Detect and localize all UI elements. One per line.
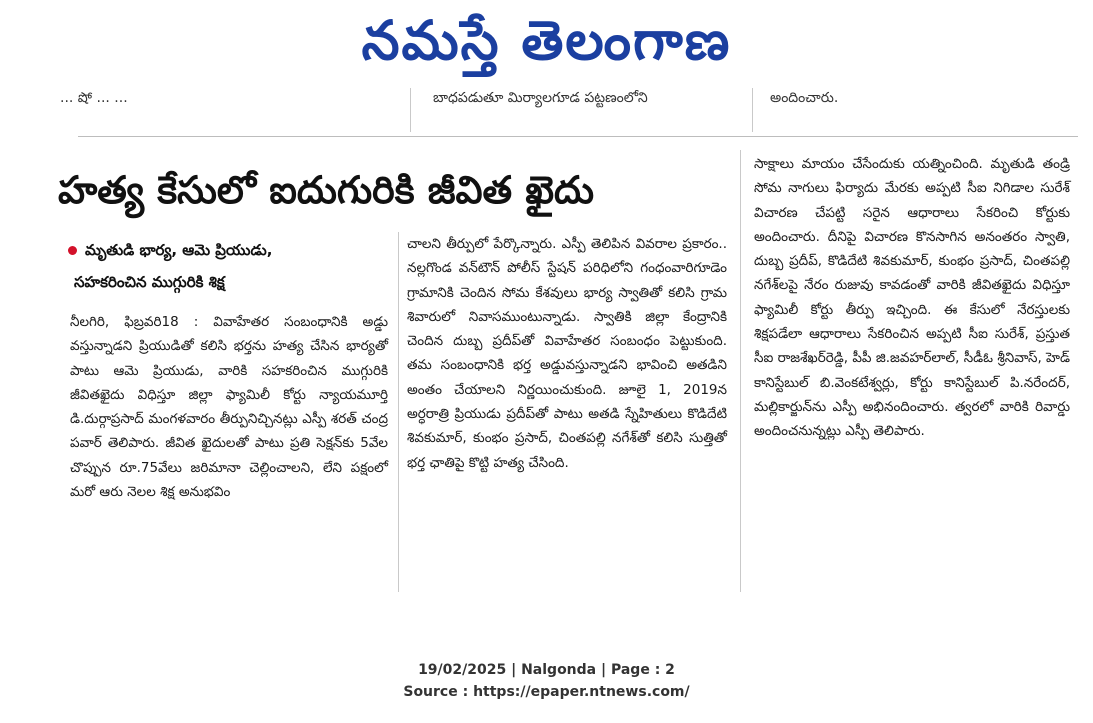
subhead-line-2: సహకరించిన ముగ్గురికి శిక్ష bbox=[74, 273, 225, 291]
article-column-2-text: చాలని తీర్పులో పేర్కొన్నారు. ఎస్పీ తెలిపిన వివరాల ప్రకారం.. నల్లగొండ వన్‌టౌన్ పోలీస్ స్టేషన్ పరిధిలోని గంధంవారిగూడెం గ్రామానికి చెందిన సోమ కేశవులు భార్య స్వాతితో కలిసి గ్రామ శివారులో నివాసముంటున్నాడు. స్వాతికి జిల్లా కేంద్రానికి చెందిన దుబ్బ ప్రదీప్‌తో వివాహేతర సంబంధం పెట్టుకుంది. తమ సంబంధానికి భర్త అడ్డువస్తున్నాడని భావించి అతడిని అంతం చేయాలని నిర్ణయించుకుంది. జూలై 1, 2019న అర్ధరాత్రి ప్రియుడు ప్రదీప్‌తో పాటు అతడి స్నేహితులు కొడిదేటి శివకుమార్, కుంభం ప్రసాద్, చింతపల్లి నగేశ్‌తో కలిసి సుత్తితో భర్త ఛాతిపై కొట్టి హత్య చేసింది. bbox=[407, 236, 727, 471]
clipped-text-top-right: అందించారు. bbox=[770, 90, 839, 106]
article-column-1 bbox=[70, 310, 388, 504]
article-column-3 bbox=[754, 152, 1070, 444]
article-headline: హత్య కేసులో ఐదుగురికి జీవిత ఖైదు bbox=[58, 168, 595, 212]
subhead-line-1 bbox=[68, 234, 398, 266]
footer-date-edition: 19/02/2025 | Nalgonda | Page : 2 bbox=[418, 662, 675, 678]
subhead-line-1-text: మృతుడి భార్య, ఆమె ప్రియుడు, bbox=[85, 241, 273, 259]
clipped-text-top-middle: బాధపడుతూ మిర్యాలగూడ పట్టణంలోని bbox=[433, 90, 648, 106]
column-divider-2 bbox=[740, 150, 741, 592]
article-column-2 bbox=[407, 232, 727, 475]
article-column-1-text: నీలగిరి, ఫిబ్రవరి18 : వివాహేతర సంబంధానికి అడ్డు వస్తున్నాడని ప్రియుడితో కలిసి భర్తను హత్య చేసిన భార్యతో పాటు ఆమె ప్రియుడు, వారికి సహకరించిన ముగ్గురికి జీవితఖైదు విధిస్తూ జిల్లా ఫ్యామిలీ కోర్టు న్యాయమూర్తి డి.దుర్గాప్రసాద్ మంగళవారం తీర్పునిచ్చినట్లు ఎస్పీ శరత్ చంద్ర పవార్ తెలిపారు. జీవిత ఖైదులతో పాటు ప్రతి సెక్షన్‌కు 5వేల చొప్పున రూ.75వేలు జరిమానా చెల్లించాలని, లేని పక్షంలో మరో ఆరు నెలల శిక్ష అనుభవిం bbox=[70, 314, 388, 501]
bullet-icon bbox=[68, 246, 77, 255]
clipped-text-top-left: ... షో ... ... bbox=[60, 90, 128, 106]
article-subhead bbox=[68, 234, 398, 298]
article-column-3-text: సాక్షాలు మాయం చేసేందుకు యత్నించింది. మృతుడి తండ్రి సోమ నాగులు ఫిర్యాదు మేరకు అప్పటి సీఐ నిగిడాల సురేశ్ విచారణ చేపట్టి సరైన ఆధారాలు సేకరించి కోర్టుకు అందించారు. దీనిపై విచారణ కొనసాగిన అనంతరం స్వాతి, దుబ్బ ప్రదీప్, కొడిదేటి శివకుమార్, కుంభం ప్రసాద్, చింతపల్లి నగేశ్‌లపై నేరం రుజువు కావడంతో వారికి జీవితఖైదు విధిస్తూ ఫ్యామిలీ కోర్టు తీర్పు ఇచ్చింది. ఈ కేసులో నేరస్తులకు శిక్షపడేలా ఆధారాలు సేకరించిన అప్పటి సీఐ సురేశ్, ప్రస్తుత సీఐ రాజశేఖర్‌రెడ్డి, పీపీ జి.జవహర్‌లాల్, సీడీఓ శ్రీనివాస్, హెడ్ కానిస్టేబుల్ బి.వెంకటేశ్వర్లు, కోర్టు కానిస్టేబుల్ పి.నరేందర్, మల్లికార్జున్‌ను ఎస్పీ అభినందించారు. త్వరలో వారికి రివార్డు అందించనున్నట్లు ఎస్పీ తెలిపారు. bbox=[754, 156, 1070, 440]
footer-source: Source : https://epaper.ntnews.com/ bbox=[403, 684, 690, 700]
column-divider-top bbox=[410, 88, 411, 132]
section-divider bbox=[78, 136, 1078, 137]
column-divider-top-right bbox=[752, 88, 753, 132]
column-divider-1 bbox=[398, 232, 399, 592]
newspaper-masthead: నమస్తే తెలంగాణ bbox=[361, 9, 732, 72]
